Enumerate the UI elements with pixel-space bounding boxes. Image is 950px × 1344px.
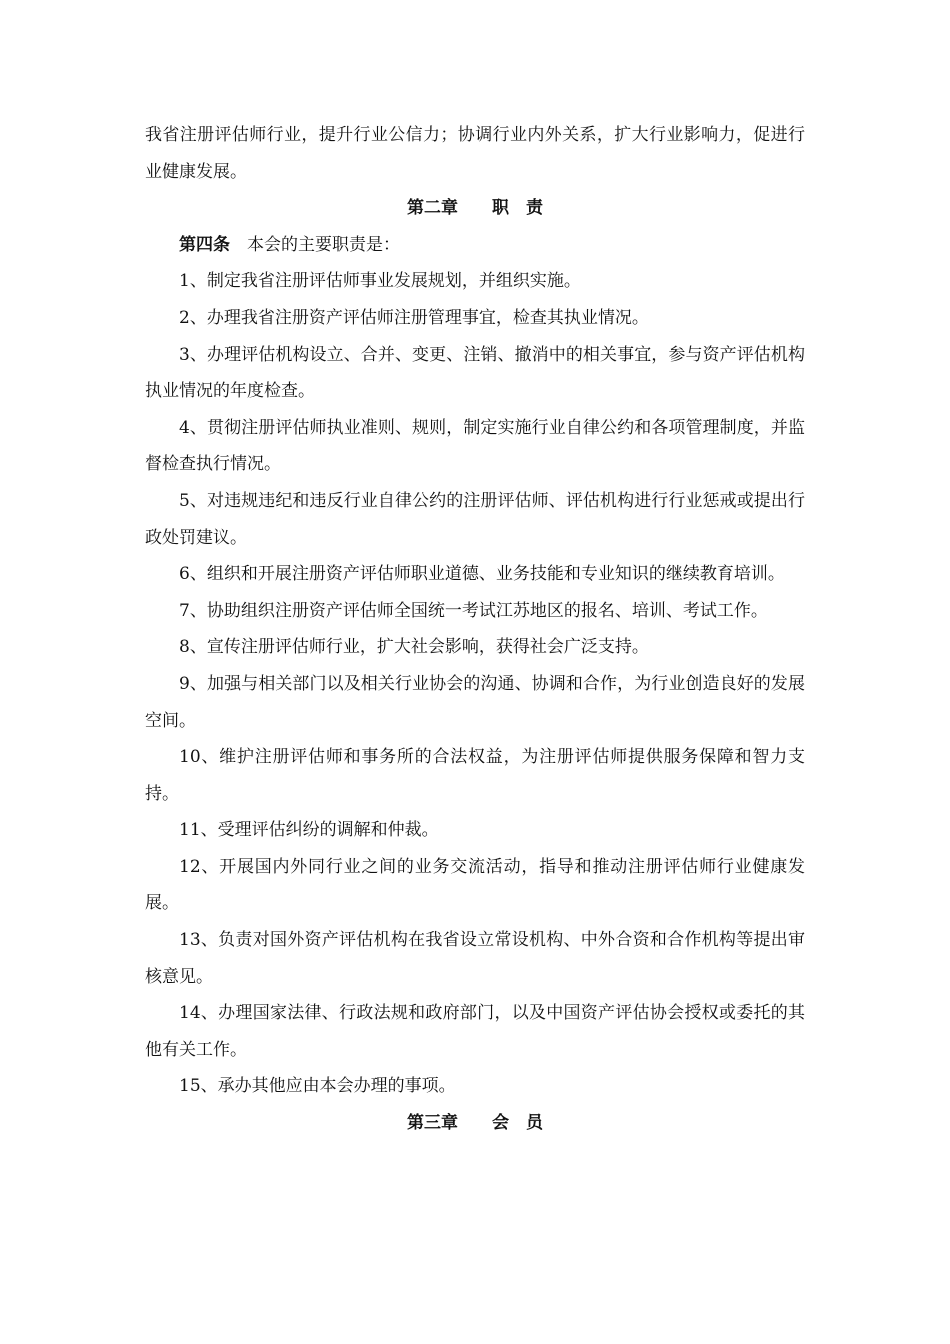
duty-item: 2、办理我省注册资产评估师注册管理事宜，检查其执业情况。 xyxy=(179,307,649,328)
duty-item: 12、开展国内外同行业之间的业务交流活动，指导和推动注册评估师行业健康发展。 xyxy=(145,856,805,914)
duty-item: 3、办理评估机构设立、合并、变更、注销、撤消中的相关事宜，参与资产评估机构执业情况的年度检查。 xyxy=(145,344,805,402)
article-4-paragraph xyxy=(145,227,805,264)
chapter-2-heading: 第二章 职 责 xyxy=(407,198,543,219)
duty-item: 7、协助组织注册资产评估师全国统一考试江苏地区的报名、培训、考试工作。 xyxy=(179,600,768,621)
article-4-text: 本会的主要职责是： xyxy=(230,234,400,255)
duty-item: 9、加强与相关部门以及相关行业协会的沟通、协调和合作，为行业创造良好的发展空间。 xyxy=(145,673,805,731)
document-body xyxy=(145,117,805,1142)
chapter-3-heading: 第三章 会 员 xyxy=(407,1113,543,1134)
duty-item: 8、宣传注册评估师行业，扩大社会影响，获得社会广泛支持。 xyxy=(179,637,649,658)
duty-item: 5、对违规违纪和违反行业自律公约的注册评估师、评估机构进行行业惩戒或提出行政处罚建议。 xyxy=(145,490,805,548)
duty-item: 4、贯彻注册评估师执业准则、规则，制定实施行业自律公约和各项管理制度，并监督检查执行情况。 xyxy=(145,417,805,475)
duty-item: 14、办理国家法律、行政法规和政府部门，以及中国资产评估协会授权或委托的其他有关工作。 xyxy=(145,1003,805,1060)
duty-item: 13、负责对国外资产评估机构在我省设立常设机构、中外合资和合作机构等提出审核意见。 xyxy=(145,930,805,987)
duty-item: 6、组织和开展注册资产评估师职业道德、业务技能和专业知识的继续教育培训。 xyxy=(179,564,785,585)
article-4-label: 第四条 xyxy=(179,234,230,255)
duty-item: 15、承办其他应由本会办理的事项。 xyxy=(179,1076,456,1097)
intro-paragraph-tail: 我省注册评估师行业，提升行业公信力；协调行业内外关系，扩大行业影响力，促进行业健康发展。 xyxy=(145,125,805,182)
duty-item: 11、受理评估纠纷的调解和仲裁。 xyxy=(179,820,439,841)
duty-item: 1、制定我省注册评估师事业发展规划，并组织实施。 xyxy=(179,271,581,292)
duty-item: 10、维护注册评估师和事务所的合法权益，为注册评估师提供服务保障和智力支持。 xyxy=(145,747,805,804)
